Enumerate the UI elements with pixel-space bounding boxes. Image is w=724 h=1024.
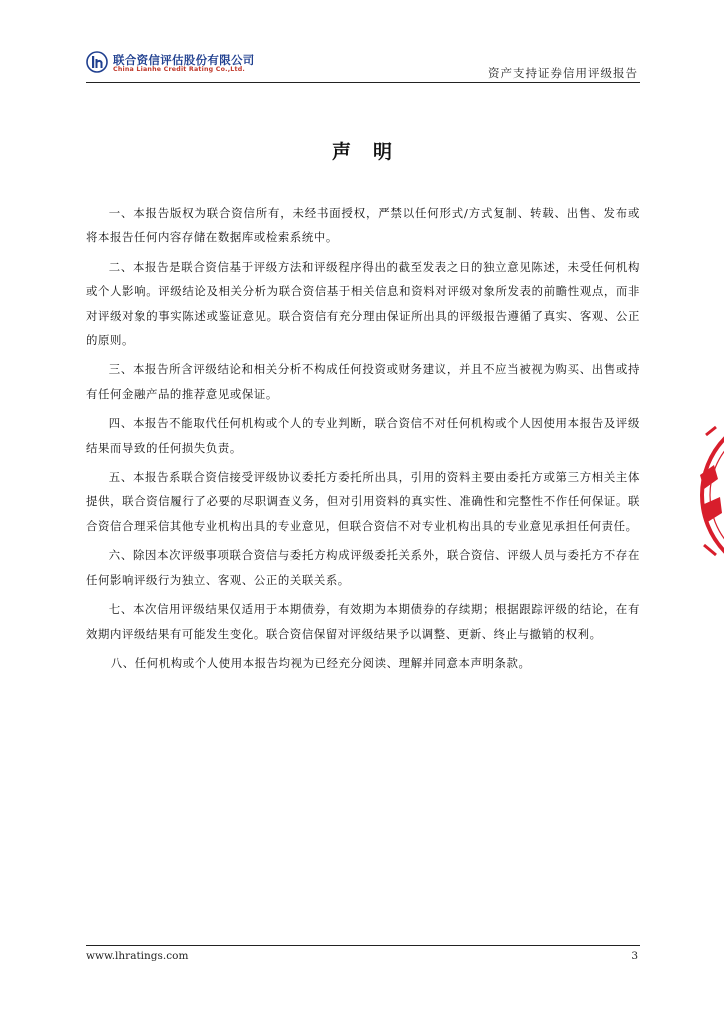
statement-paragraph: 一、本报告版权为联合资信所有，未经书面授权，严禁以任何形式/方式复制、转载、出售、发布或将本报告任何内容存储在数据库或检索系统中。 [86,206,640,245]
statement-paragraph: 四、本报告不能取代任何机构或个人的专业判断，联合资信不对任何机构或个人因使用本报告及评级结果而导致的任何损失负责。 [86,416,640,455]
statement-paragraph: 三、本报告所含评级结论和相关分析不构成任何投资或财务建议，并且不应当被视为购买、出售或持有任何金融产品的推荐意见或保证。 [86,362,640,401]
statement-paragraph: 五、本报告系联合资信接受评级协议委托方委托所出具，引用的资料主要由委托方或第三方相关主体提供，联合资信履行了必要的尽职调查义务，但对引用资料的真实性、准确性和完整性不作任何保证。联合资信合理采信其他专业机构出具的专业意见，但联合资信不对专业机构出具的专业意见承担任何责任。 [86,470,640,533]
report-type: 资产支持证券信用评级报告 [488,66,638,80]
page-title: 声明 [331,141,414,163]
statement-body [86,201,640,680]
statement-paragraph: 六、除因本次评级事项联合资信与委托方构成评级委托关系外，联合资信、评级人员与委托方不存在任何影响评级行为独立、客观、公正的关联关系。 [86,548,640,587]
company-name-cn: 联合资信评估股份有限公司 [113,53,255,67]
page-number: 3 [631,950,638,962]
company-name-en: China Lianhe Credit Rating Co.,Ltd. [113,66,246,73]
footer-website: www.lhratings.com [86,950,189,962]
footer-divider [86,945,640,946]
header-divider [86,82,640,83]
statement-paragraph: 七、本次信用评级结果仅适用于本期债券，有效期为本期债券的存续期；根据跟踪评级的结论，在有效期内评级结果有可能发生变化。联合资信保留对评级结果予以调整、更新、终止与撤销的权利。 [86,602,640,641]
official-seal-stamp [694,405,724,585]
statement-paragraph: 八、任何机构或个人使用本报告均视为已经充分阅读、理解并同意本声明条款。 [110,655,531,670]
statement-paragraph: 二、本报告是联合资信基于评级方法和评级程序得出的截至发表之日的独立意见陈述，未受任何机构或个人影响。评级结论及相关分析为联合资信基于相关信息和资料对评级对象所发表的前瞻性观点，而非对评级对象的事实陈述或鉴证意见。联合资信有充分理由保证所出具的评级报告遵循了真实、客观、公正的原则。 [86,259,640,348]
lianhe-logo-icon [86,51,108,73]
page-header [86,50,640,82]
